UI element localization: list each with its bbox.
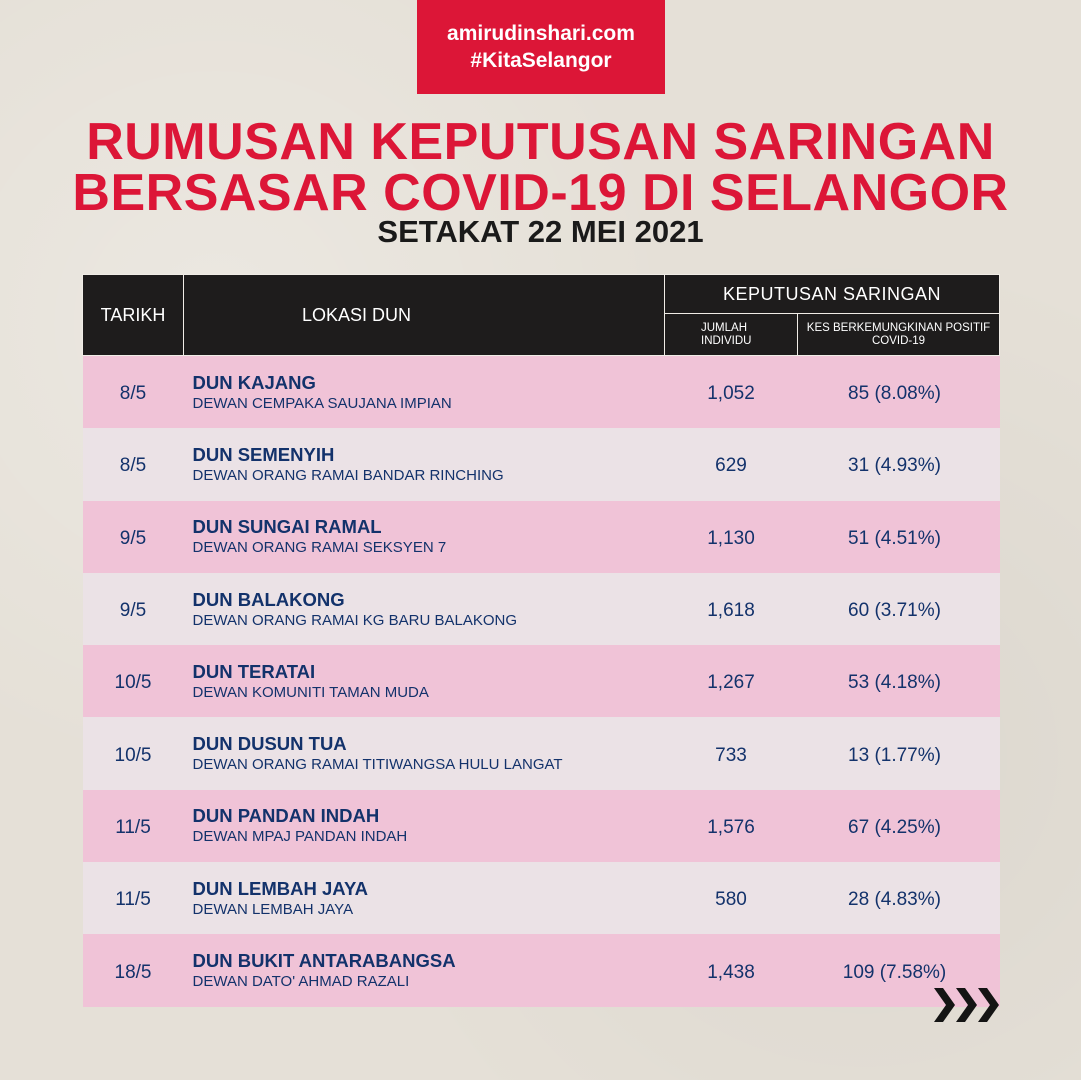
row-date: 9/5 xyxy=(83,501,184,573)
table-row xyxy=(83,356,1000,429)
title-line-2: BERSASAR COVID-19 DI SELANGOR xyxy=(72,164,1009,222)
chevron-triple-right-icon[interactable] xyxy=(934,988,1000,1022)
row-jumlah-individu: 733 xyxy=(665,717,798,789)
row-dun-name: DUN BUKIT ANTARABANGSA xyxy=(192,950,456,972)
row-dun-name: DUN SUNGAI RAMAL xyxy=(192,516,382,538)
row-dewan-name: DEWAN LEMBAH JAYA xyxy=(192,900,354,918)
header-tarikh: TARIKH xyxy=(83,275,184,356)
row-jumlah-individu: 1,618 xyxy=(665,573,798,645)
row-kes-positif: 85 (8.08%) xyxy=(798,356,1000,429)
table-row xyxy=(83,934,1000,1006)
row-kes-positif: 109 (7.58%) xyxy=(798,934,1000,1006)
header-keputusan: KEPUTUSAN SARINGAN xyxy=(665,275,1000,314)
row-dewan-name: DEWAN CEMPAKA SAUJANA IMPIAN xyxy=(192,394,452,412)
table-header xyxy=(83,275,1000,356)
row-date: 8/5 xyxy=(83,428,184,500)
row-jumlah-individu: 1,438 xyxy=(665,934,798,1006)
row-dewan-name: DEWAN ORANG RAMAI KG BARU BALAKONG xyxy=(192,611,517,629)
header-jumlah: JUMLAH INDIVIDU xyxy=(665,314,798,356)
row-dewan-name: DEWAN ORANG RAMAI TITIWANGSA HULU LANGAT xyxy=(192,756,563,774)
header-kes: KES BERKEMUNGKINAN POSITIF COVID-19 xyxy=(798,314,1000,356)
title-line-1: RUMUSAN KEPUTUSAN SARINGAN xyxy=(86,113,995,171)
table-row xyxy=(83,501,1000,573)
header-lokasi: LOKASI DUN xyxy=(184,275,665,356)
row-dewan-name: DEWAN ORANG RAMAI BANDAR RINCHING xyxy=(192,466,504,484)
row-date: 10/5 xyxy=(83,717,184,789)
table-row xyxy=(83,790,1000,862)
table-row xyxy=(83,428,1000,500)
row-kes-positif: 13 (1.77%) xyxy=(798,717,1000,789)
row-date: 9/5 xyxy=(83,573,184,645)
row-dewan-name: DEWAN MPAJ PANDAN INDAH xyxy=(192,828,408,846)
row-kes-positif: 31 (4.93%) xyxy=(798,428,1000,500)
row-dewan-name: DEWAN KOMUNITI TAMAN MUDA xyxy=(192,683,429,701)
row-location xyxy=(184,428,665,500)
row-dun-name: DUN LEMBAH JAYA xyxy=(192,877,368,899)
row-dewan-name: DEWAN ORANG RAMAI SEKSYEN 7 xyxy=(192,539,447,557)
row-dun-name: DUN SEMENYIH xyxy=(192,443,335,465)
row-kes-positif: 28 (4.83%) xyxy=(798,862,1000,934)
row-jumlah-individu: 1,130 xyxy=(665,501,798,573)
subtitle: SETAKAT 22 MEI 2021 xyxy=(377,214,704,249)
row-location xyxy=(184,573,665,645)
row-jumlah-individu: 1,576 xyxy=(665,790,798,862)
row-date: 11/5 xyxy=(83,862,184,934)
row-date: 11/5 xyxy=(83,790,184,862)
row-kes-positif: 51 (4.51%) xyxy=(798,501,1000,573)
row-location xyxy=(184,645,665,717)
row-location xyxy=(184,717,665,789)
row-dun-name: DUN KAJANG xyxy=(192,371,316,393)
row-location xyxy=(184,501,665,573)
row-dewan-name: DEWAN DATO' AHMAD RAZALI xyxy=(192,973,410,991)
results-table xyxy=(82,274,1000,1007)
table-body xyxy=(83,356,1000,1007)
row-dun-name: DUN TERATAI xyxy=(192,660,316,682)
table-row xyxy=(83,645,1000,717)
row-date: 10/5 xyxy=(83,645,184,717)
table-row xyxy=(83,573,1000,645)
row-date: 18/5 xyxy=(83,934,184,1006)
brand-badge xyxy=(417,0,665,94)
table-row xyxy=(83,862,1000,934)
row-jumlah-individu: 580 xyxy=(665,862,798,934)
table-row xyxy=(83,717,1000,789)
row-jumlah-individu: 629 xyxy=(665,428,798,500)
row-kes-positif: 53 (4.18%) xyxy=(798,645,1000,717)
row-kes-positif: 67 (4.25%) xyxy=(798,790,1000,862)
row-location xyxy=(184,790,665,862)
row-location xyxy=(184,862,665,934)
row-dun-name: DUN PANDAN INDAH xyxy=(192,805,380,827)
row-jumlah-individu: 1,052 xyxy=(665,356,798,429)
row-dun-name: DUN DUSUN TUA xyxy=(192,733,347,755)
row-jumlah-individu: 1,267 xyxy=(665,645,798,717)
row-location xyxy=(184,934,665,1006)
row-kes-positif: 60 (3.71%) xyxy=(798,573,1000,645)
row-location xyxy=(184,356,665,429)
row-dun-name: DUN BALAKONG xyxy=(192,588,345,610)
brand-hashtag: #KitaSelangor xyxy=(470,49,612,72)
brand-website: amirudinshari.com xyxy=(447,22,635,45)
row-date: 8/5 xyxy=(83,356,184,429)
